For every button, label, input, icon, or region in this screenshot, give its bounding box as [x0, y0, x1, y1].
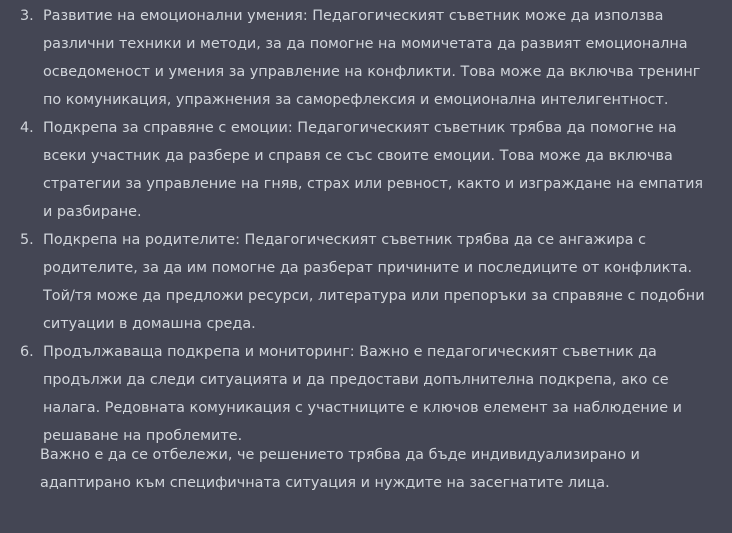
list-item — [20, 114, 710, 226]
list-item-number: 3. — [20, 8, 34, 24]
list-item-text: Развитие на емоционални умения: Педагогическият съветник може да използва различни техники и методи, за да помогне на момичетата да развият емоционална осведоменост и умения за управление на конфликти. Това може да включва тренинг по комуникация, упражнения за саморефлексия и емоционална интелигентност. — [43, 8, 701, 108]
summary-paragraph: Важно е да се отбележи, че решението трябва да бъде индивидуализирано и адаптирано към специфичната ситуация и нуждите на засегнатите лица. — [40, 447, 640, 491]
list-item — [20, 2, 710, 114]
list-item-number: 6. — [20, 344, 34, 360]
list-item — [20, 338, 710, 450]
list-item-text: Продължаваща подкрепа и мониторинг: Важно е педагогическият съветник да продължи да следи ситуацията и да предостави допълнителна подкрепа, ако се налага. Редовната комуникация с участниците е ключов елемент за наблюдение и решаване на проблемите. — [43, 344, 682, 444]
list-item-number: 4. — [20, 120, 34, 136]
list-item-text: Подкрепа на родителите: Педагогическият съветник трябва да се ангажира с родителите, за да им помогне да разберат причините и последиците от конфликта. Той/тя може да предложи ресурси, литература или препоръки за справяне с подобни ситуации в домашна среда. — [43, 232, 705, 332]
list-item — [20, 226, 710, 338]
list-item-text: Подкрепа за справяне с емоции: Педагогическият съветник трябва да помогне на всеки участник да разбере и справя се със своите емоции. Това може да включва стратегии за управление на гняв, страх или ревност, както и изграждане на емпатия и разбиране. — [43, 120, 704, 220]
list-item-number: 5. — [20, 232, 34, 248]
numbered-list — [20, 2, 710, 450]
